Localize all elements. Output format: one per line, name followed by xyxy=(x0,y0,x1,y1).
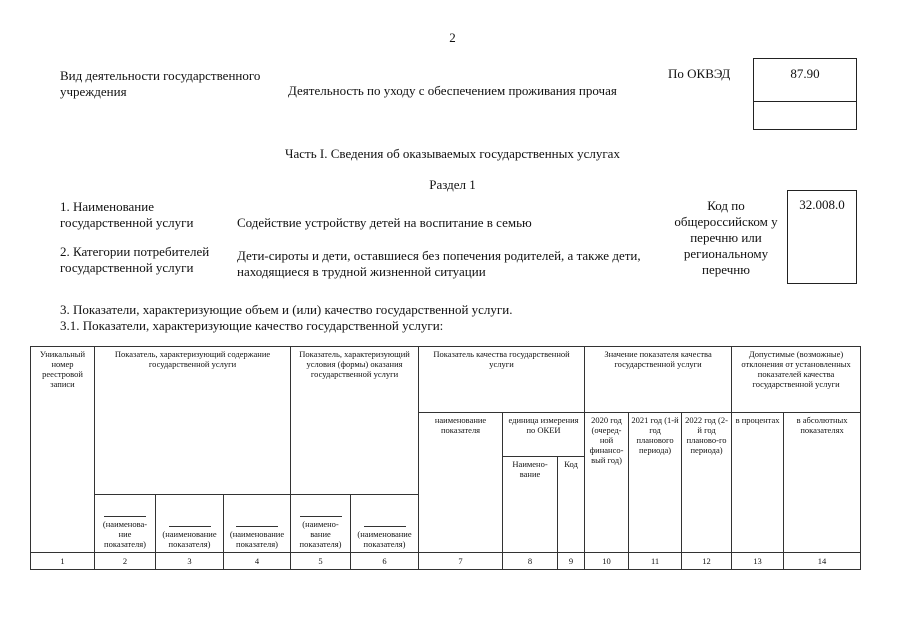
okved-code-box xyxy=(753,58,857,130)
okved-code: 87.90 xyxy=(754,59,856,102)
column-number: 10 xyxy=(585,553,629,570)
column-number: 3 xyxy=(156,553,224,570)
column-number: 9 xyxy=(558,553,585,570)
header-indicator-name: наименование показателя xyxy=(419,413,503,553)
placeholder-cell xyxy=(224,495,291,553)
column-number: 2 xyxy=(95,553,156,570)
placeholder-text: (наимено-вание показателя) xyxy=(299,519,342,549)
column-number: 4 xyxy=(224,553,291,570)
placeholder-text: (наименование показателя) xyxy=(162,529,217,549)
service-category-value: Дети-сироты и дети, оставшиеся без попечения родителей, а также дети, находящиеся в трудной жизненной ситуации xyxy=(237,248,641,279)
activity-value: Деятельность по уходу с обеспечением проживания прочая xyxy=(288,83,617,98)
activity-label: Вид деятельности государственного учреждения xyxy=(60,68,261,99)
column-number: 1 xyxy=(31,553,95,570)
column-number: 11 xyxy=(629,553,682,570)
header-quality: Показатель качества государственной услуги xyxy=(419,347,585,413)
header-deviation: Допустимые (возможные) отклонения от установленных показателей качества государственной услуги xyxy=(732,347,861,413)
placeholder-cell xyxy=(95,495,156,553)
placeholder-text: (наименование показателя) xyxy=(229,529,285,549)
placeholder-text: (наименование показателя) xyxy=(357,529,412,549)
header-value: Значение показателя качества государственной услуги xyxy=(585,347,732,413)
header-content: Показатель, характеризующий содержание государственной услуги xyxy=(95,347,291,495)
quality-indicators-table xyxy=(30,346,861,570)
service-category-label: 2. Категории потребителей государственной услуги xyxy=(60,244,210,275)
indicators-line-1: 3. Показатели, характеризующие объем и (или) качество государственной услуги. xyxy=(60,302,513,317)
header-row-1 xyxy=(31,347,861,413)
column-number: 7 xyxy=(419,553,503,570)
page-number: 2 xyxy=(449,30,456,45)
okved-label: По ОКВЭД xyxy=(668,66,731,81)
indicators-line-2: 3.1. Показатели, характеризующие качество государственной услуги: xyxy=(60,318,444,333)
placeholder-cell xyxy=(291,495,351,553)
header-percent: в процентах xyxy=(732,413,784,553)
service-code-box xyxy=(787,190,857,284)
column-number: 8 xyxy=(503,553,558,570)
placeholder-text: (наименова-ние показателя) xyxy=(102,519,148,549)
service-name-value: Содействие устройству детей на воспитание в семью xyxy=(237,215,532,230)
placeholder-cell xyxy=(351,495,419,553)
placeholder-cell xyxy=(156,495,224,553)
column-number-row xyxy=(31,553,861,570)
header-unit: единица измерения по ОКЕИ xyxy=(503,413,585,457)
column-number: 14 xyxy=(784,553,861,570)
column-number: 12 xyxy=(682,553,732,570)
column-number: 13 xyxy=(732,553,784,570)
column-number: 5 xyxy=(291,553,351,570)
column-number: 6 xyxy=(351,553,419,570)
header-2021: 2021 год (1-й год планового периода) xyxy=(629,413,682,553)
header-unit-code: Код xyxy=(558,457,585,553)
header-2020: 2020 год (очеред-ной финансо-вый год) xyxy=(585,413,629,553)
service-code-label: Код по общероссийском у перечню или региональному перечню xyxy=(674,198,778,277)
part-title: Часть I. Сведения об оказываемых государственных услугах xyxy=(285,146,620,161)
service-code: 32.008.0 xyxy=(799,197,845,212)
service-name-label: 1. Наименование государственной услуги xyxy=(60,199,194,230)
header-unique: Уникальный номер реестровой записи xyxy=(31,347,95,553)
header-absolute: в абсолютных показателях xyxy=(784,413,861,553)
section-title: Раздел 1 xyxy=(429,177,476,192)
header-unit-name: Наимено-вание xyxy=(503,457,558,553)
header-2022: 2022 год (2-й год планово-го периода) xyxy=(682,413,732,553)
header-conditions: Показатель, характеризующий условия (формы) оказания государственной услуги xyxy=(291,347,419,495)
